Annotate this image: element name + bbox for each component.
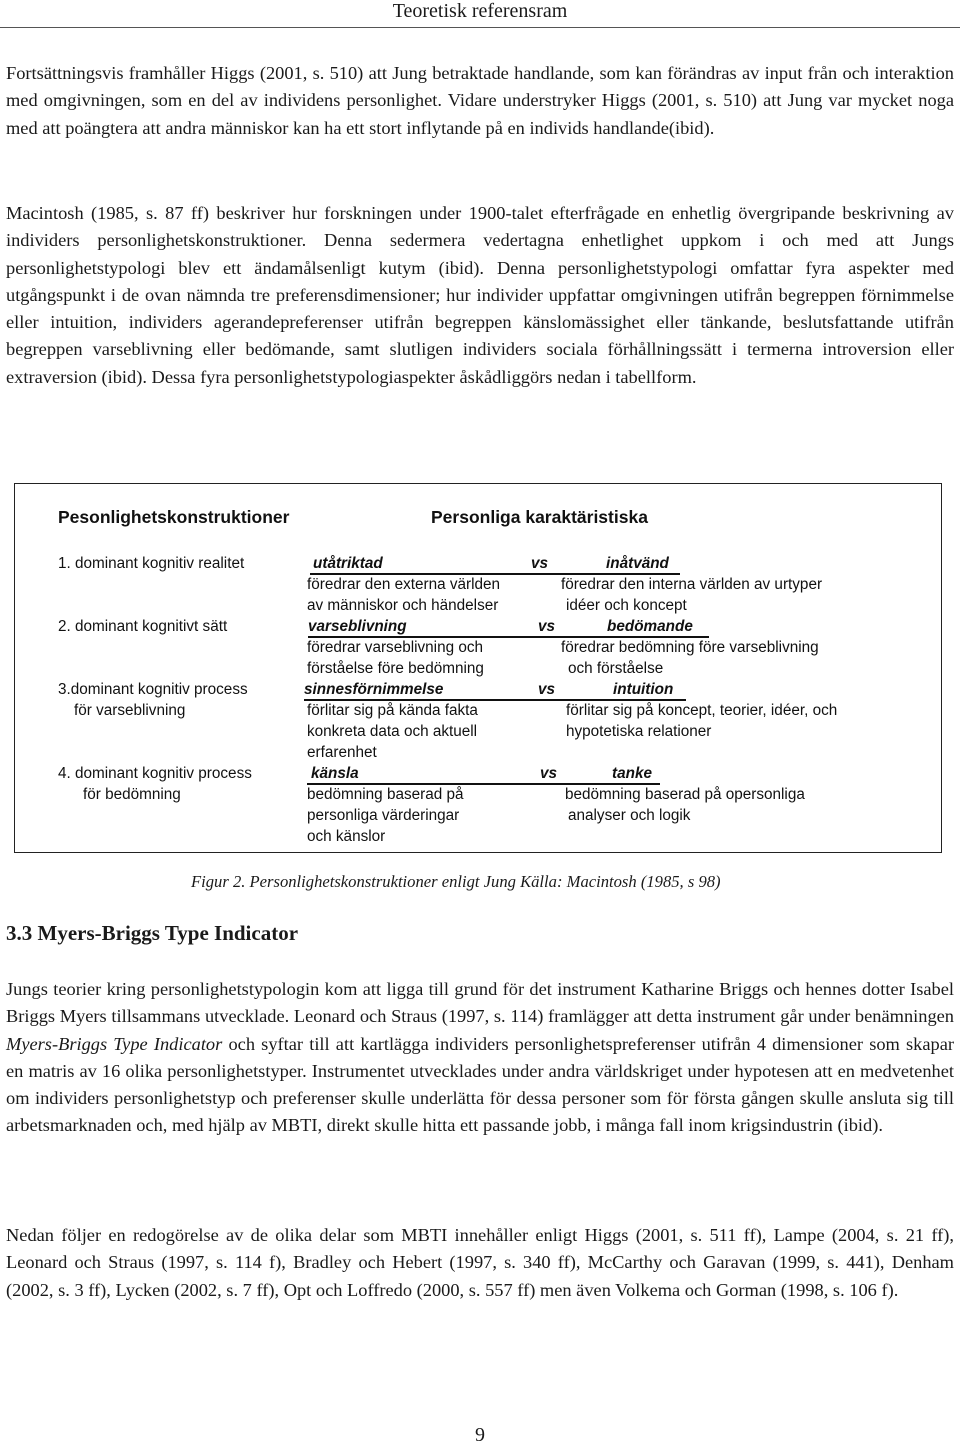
row-2-right-desc-2: och förståelse [568,660,664,677]
running-header: Teoretisk referensram [392,0,568,22]
figure-caption: Figur 2. Personlighetskonstruktioner enligt Jung Källa: Macintosh (1985, s 98) [191,872,721,891]
table-header-characteristics: Personliga karaktäristiska [431,507,648,527]
row-4-label-1: 4. dominant kognitiv process [58,765,252,782]
paragraph-3-part-2: och syftar till att kartlägga individers personlighetspreferenser utifrån 4 dimensioner som skapar en matris av 16 olika personlighetstyper. Instrumentet utvecklades under andra världskriget under hypotesen att en medvetenhet om individers personlighetstyp och preferenser skulle underlätta för dessa personer som för första gången skulle ansluta sig till arbetsmarknaden och, med hjälp av MBTI, direkt skulle hitta ett passande jobb, i många fall inom krigsindustrin (ibid). [6,1033,955,1136]
row-4-left-desc-2: personliga värderingar [307,807,460,824]
row-1-label: 1. dominant kognitiv realitet [58,555,245,572]
row-1-vs: vs [531,555,549,572]
row-2-vs: vs [538,618,556,635]
paragraph-3 [6,976,954,1140]
paragraph-4 [6,1222,954,1304]
row-1-left-desc-1: föredrar den externa världen [307,576,501,593]
paragraph-1-text: Fortsättningsvis framhåller Higgs (2001, s. 510) att Jung betraktade handlande, som kan förändras av input från och interaktion med omgivningen, som en del av individens personlighet. Vidare understryker Higgs (2001, s. 510) att Jung var mycket noga med att poängtera att andra människor kan ha ett stort inflytande på en individs handlande(ibid). [6,63,954,138]
row-1-left-term: utåtriktad [313,555,383,572]
row-2-left-term: varseblivning [308,618,407,635]
row-4-right-desc-1: bedömning baserad på opersonliga [565,786,805,803]
row-3-left-desc-1: förlitar sig på kända fakta [307,702,478,719]
row-4-label-2: för bedömning [83,786,181,803]
row-3-vs: vs [538,681,556,698]
row-2-left-desc-1: föredrar varseblivning och [307,639,484,656]
paragraph-3-text [6,976,954,1140]
row-1-right-desc-2: idéer och koncept [566,597,687,614]
row-2-right-term: bedömande [607,618,693,635]
paragraph-1 [6,60,954,142]
row-3-left-term: sinnesförnimmelse [304,681,444,698]
row-3-left-desc-3: erfarenhet [307,744,377,761]
page-number: 9 [475,1424,485,1446]
row-3-right-term: intuition [613,681,674,698]
row-1-left-desc-2: av människor och händelser [307,597,499,614]
row-3-right-desc-2: hypotetiska relationer [566,723,712,740]
row-2-right-desc-1: föredrar bedömning före varseblivning [561,639,819,656]
row-4-left-term: känsla [311,765,359,782]
row-3-left-desc-2: konkreta data och aktuell [307,723,478,740]
row-4-left-desc-1: bedömning baserad på [307,786,464,803]
section-heading: 3.3 Myers-Briggs Type Indicator [6,921,299,945]
paragraph-4-text: Nedan följer en redogörelse av de olika delar som MBTI innehåller enligt Higgs (2001, s. 511 ff), Lampe (2004, s. 21 ff), Leonard och Straus (1997, s. 114 f), Bradley och Hebert (1997, s. 340 ff), McCarthy och Garavan (1999, s. 441), Denham (2002, s. 3 ff), Lycken (2002, s. 7 ff), Opt och Loffredo (2000, s. 557 ff) men även Volkema och Gorman (1998, s. 106 f). [6,1225,954,1300]
row-3-label-2: för varseblivning [74,702,186,719]
row-2-left-desc-2: förståelse före bedömning [307,660,484,677]
mbti-name-italic: Myers-Briggs Type Indicator [6,1033,223,1054]
row-4-left-desc-3: och känslor [307,828,386,845]
row-1-right-term: inåtvänd [606,555,669,572]
paragraph-2 [6,200,954,391]
row-4-vs: vs [540,765,558,782]
row-4-right-term: tanke [612,765,652,782]
row-1-right-desc-1: föredrar den interna världen av urtyper [561,576,823,593]
row-4-right-desc-2: analyser och logik [568,807,691,824]
row-2-label: 2. dominant kognitivt sätt [58,618,228,635]
paragraph-2-text: Macintosh (1985, s. 87 ff) beskriver hur forskningen under 1900-talet efterfrågade en enhetlig övergripande beskrivning av individers personlighetskonstruktioner. Denna sedermera vedertagna enhetlighet uppkom i och med att Jungs personlighetstypologi blev ett ändamålsenligt kutym (ibid). Denna personlighetstypologi omfattar fyra aspekter med utgångspunkt i de ovan nämnda tre preferensdimensioner; hur individer uppfattar omgivningen utifrån begreppen förnimmelse eller intuition, individers agerandepreferenser utifrån begreppen känslomässighet eller tänkande, beslutsfattande utifrån begreppen varseblivning eller bedömande, samt slutligen individers sociala förhållningssätt i termerna introversion eller extraversion (ibid). Dessa fyra personlighetstypologiaspekter åskådliggörs nedan i tabellform. [6,203,954,387]
paragraph-3-part-1: Jungs teorier kring personlighetstypologin kom att ligga till grund för det instrument Katharine Briggs och hennes dotter Isabel Briggs Myers tillsammans utvecklade. Leonard och Straus (1997, s. 114) framlägger att detta instrument går under benämningen [6,979,954,1027]
row-3-label-1: 3.dominant kognitiv process [58,681,248,698]
row-3-right-desc-1: förlitar sig på koncept, teorier, idéer, och [566,702,838,719]
header-divider [0,27,960,28]
table-header-constructs: Pesonlighetskonstruktioner [58,507,290,527]
